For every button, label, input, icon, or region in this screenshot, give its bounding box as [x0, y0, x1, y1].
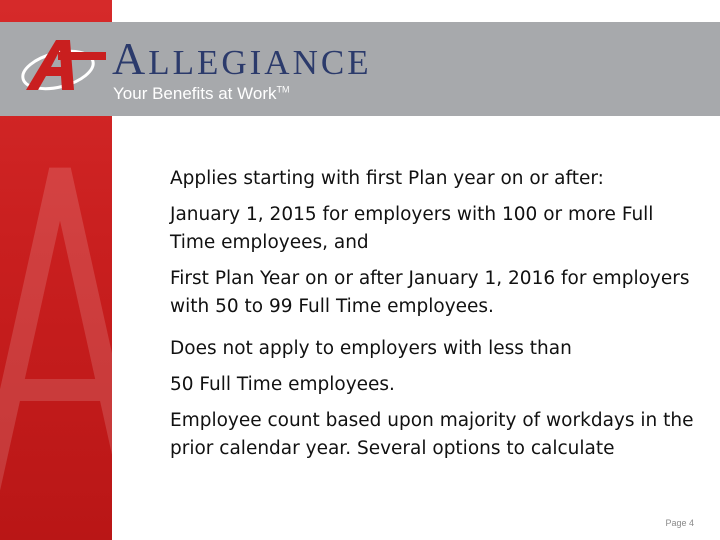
- content-line-2015: January 1, 2015 for employers with 100 or more Full Time employees, and: [170, 204, 654, 253]
- trademark-mark: TM: [276, 84, 290, 95]
- content-line-not-apply: Does not apply to employers with less than: [170, 338, 572, 359]
- brand-initial: A: [112, 33, 149, 84]
- brand-rest: LLEGIANCE: [148, 43, 372, 82]
- tagline-text: Your Benefits at Work: [113, 84, 277, 103]
- page-number: Page 4: [665, 518, 694, 528]
- brand-tagline: [113, 84, 289, 104]
- slide-content: [170, 165, 700, 471]
- watermark-a-icon: [0, 150, 112, 530]
- content-line-employee-count: Employee count based upon majority of workdays in the prior calendar year. Several options to calculate: [170, 410, 694, 459]
- allegiance-a-logo-icon: [18, 30, 108, 102]
- content-line-50-employees: 50 Full Time employees.: [170, 374, 395, 395]
- content-line-2016: First Plan Year on or after January 1, 2016 for employers with 50 to 99 Full Time employees.: [170, 268, 690, 317]
- content-line-applies: Applies starting with first Plan year on or after:: [170, 168, 604, 189]
- brand-wordmark: [112, 33, 372, 84]
